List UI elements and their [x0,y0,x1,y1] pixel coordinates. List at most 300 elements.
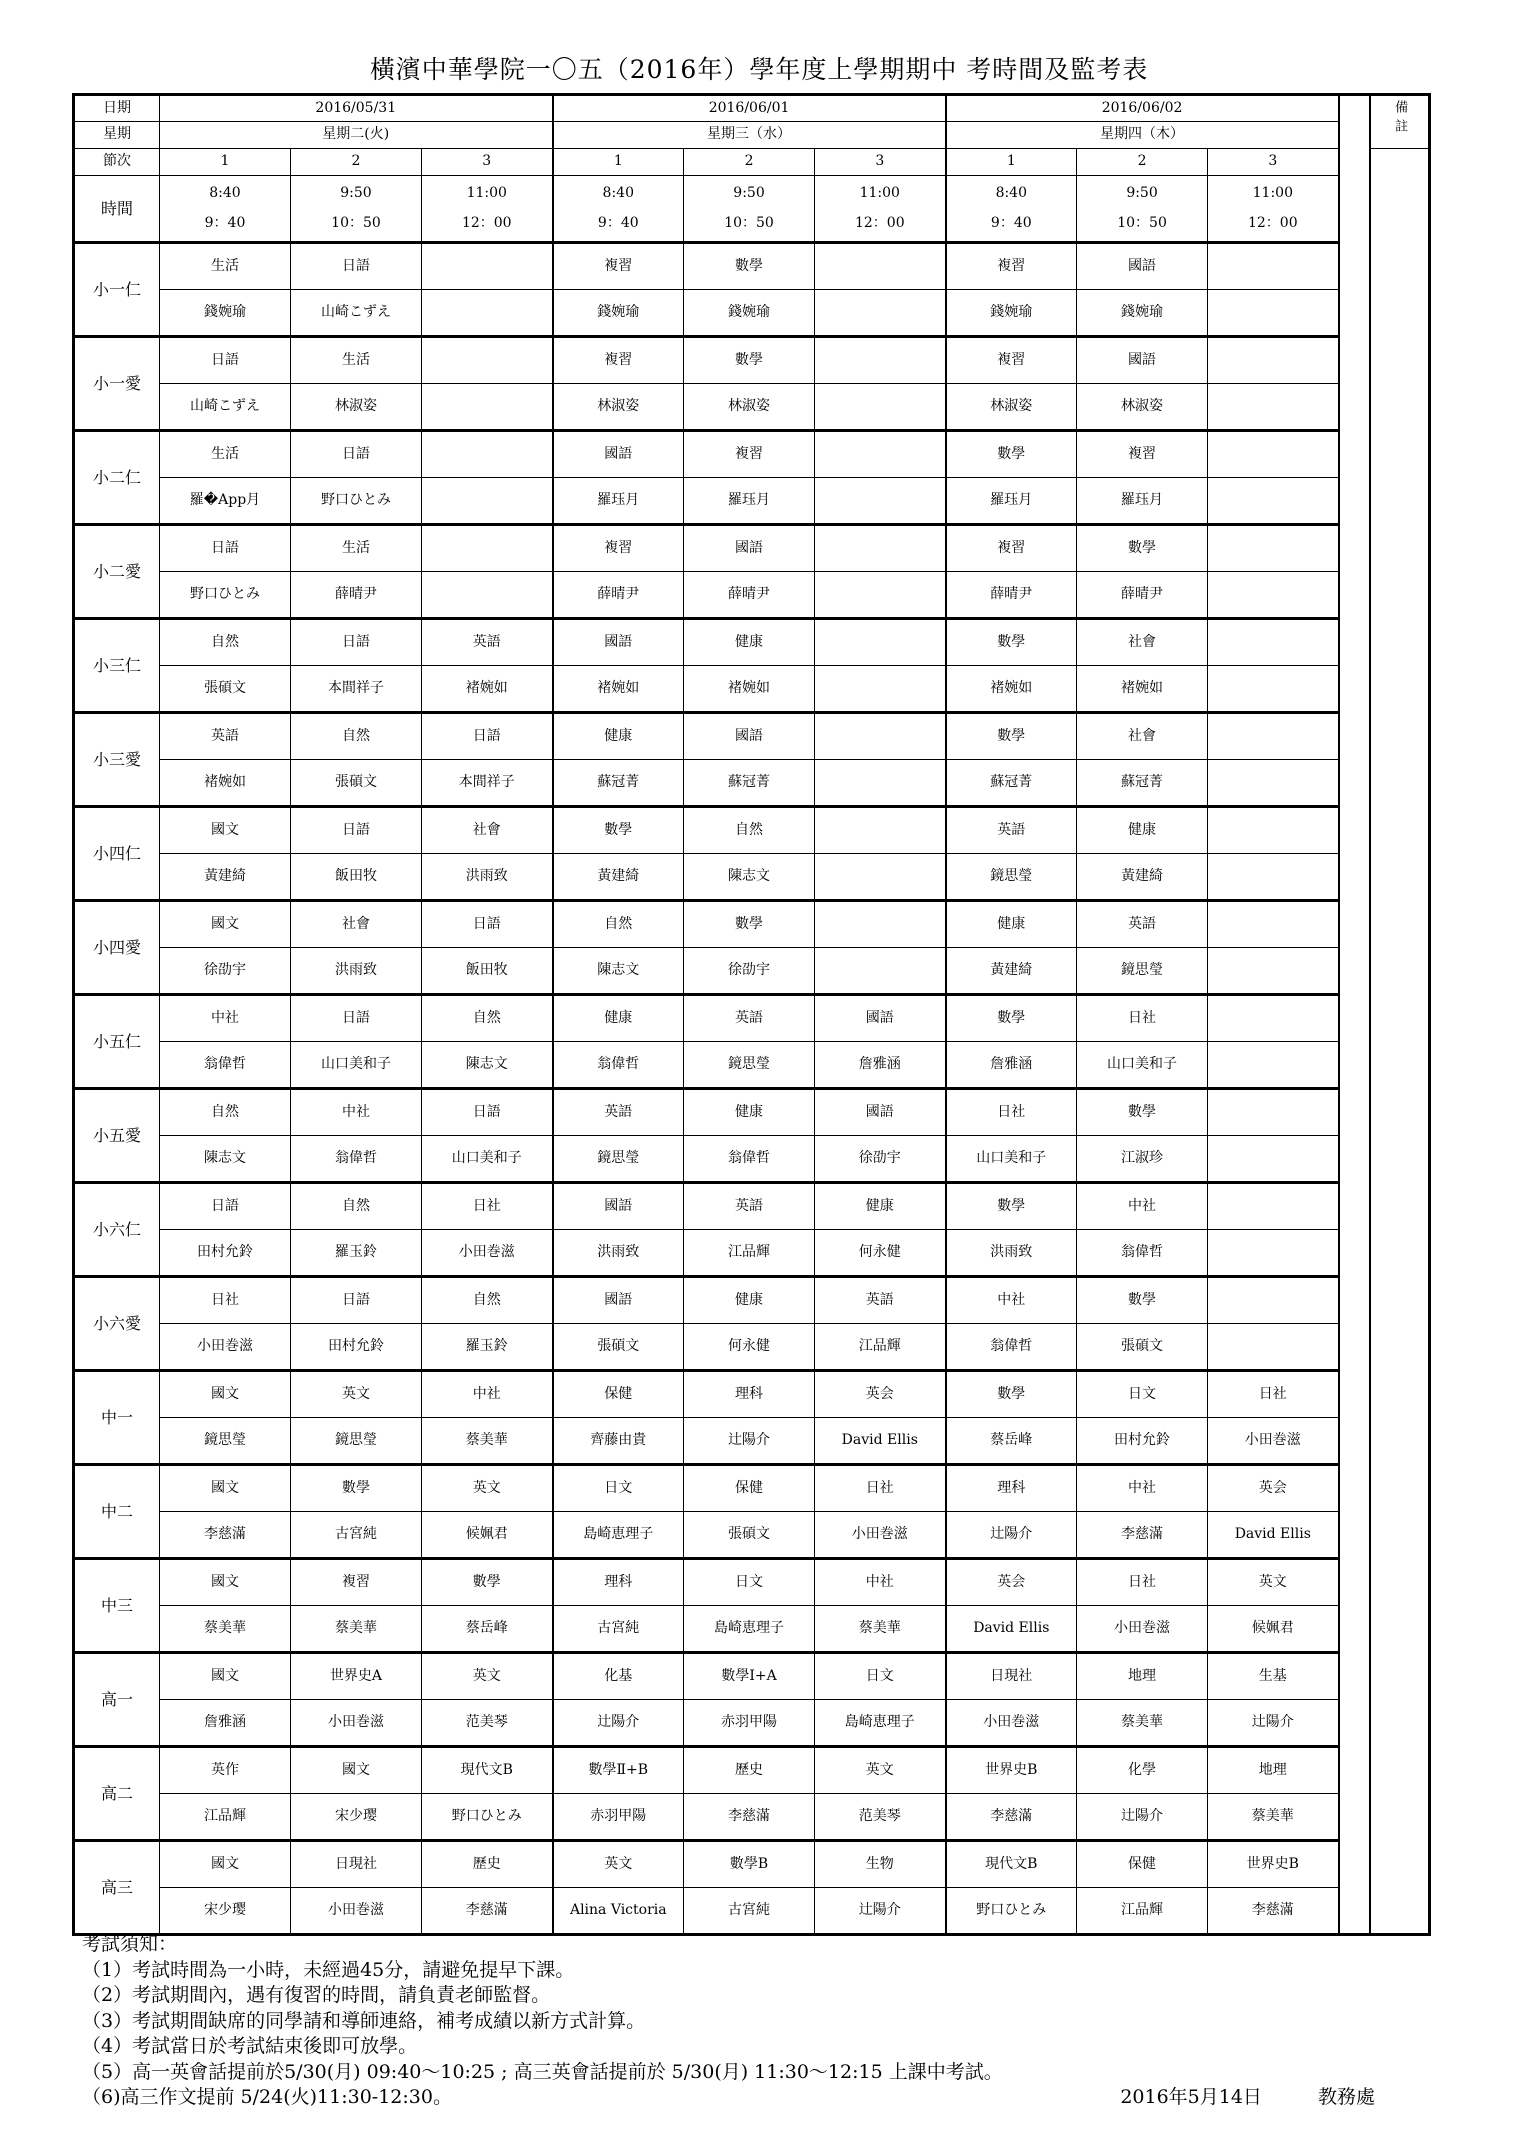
exam-proctor: 蔡岳峰 [422,1606,553,1653]
exam-subject: 數學 [553,807,684,854]
exam-proctor: 錢婉瑜 [553,290,684,337]
exam-proctor: 李慈滿 [1077,1512,1208,1559]
exam-subject: 日語 [160,525,291,572]
class-subject-row [74,431,1430,478]
exam-subject: 保健 [553,1371,684,1418]
exam-proctor: 錢婉瑜 [684,290,815,337]
exam-proctor: 羅�App月 [160,478,291,525]
exam-subject: 國語 [1077,243,1208,290]
class-name: 小二愛 [74,525,160,619]
exam-subject: 日社 [422,1183,553,1230]
exam-subject [815,431,946,478]
class-name: 小三仁 [74,619,160,713]
class-name: 中一 [74,1371,160,1465]
class-name: 小一愛 [74,337,160,431]
exam-subject: 國文 [291,1747,422,1794]
exam-subject: 複習 [946,337,1077,384]
exam-proctor: 李慈滿 [422,1888,553,1935]
exam-subject: 數學 [946,1183,1077,1230]
class-proctor-row [74,290,1430,337]
exam-proctor: 李慈滿 [1208,1888,1339,1935]
exam-proctor: 江品輝 [160,1794,291,1841]
exam-subject: 數學 [422,1559,553,1606]
exam-proctor: 鏡思瑩 [291,1418,422,1465]
period-label: 節次 [74,149,160,176]
exam-proctor [422,290,553,337]
class-subject-row [74,901,1430,948]
notes-signature [1070,2085,1375,2111]
exam-proctor [815,384,946,431]
exam-subject: 日語 [291,431,422,478]
class-name: 高三 [74,1841,160,1935]
exam-subject: 複習 [946,525,1077,572]
exam-proctor: 辻陽介 [815,1888,946,1935]
exam-subject: 健康 [684,619,815,666]
exam-subject: 自然 [422,995,553,1042]
exam-proctor: 陳志文 [160,1136,291,1183]
exam-subject [1208,807,1339,854]
exam-proctor: 鏡思瑩 [946,854,1077,901]
class-proctor-row [74,948,1430,995]
exam-proctor: 羅珏月 [946,478,1077,525]
exam-subject: 理科 [946,1465,1077,1512]
exam-proctor [1208,1324,1339,1371]
class-name: 中二 [74,1465,160,1559]
exam-proctor: 張碩文 [1077,1324,1208,1371]
exam-subject: 健康 [1077,807,1208,854]
exam-subject: 日語 [291,1277,422,1324]
exam-proctor: David Ellis [1208,1512,1339,1559]
exam-subject: 英文 [1208,1559,1339,1606]
exam-proctor: 張碩文 [160,666,291,713]
exam-proctor: 張碩文 [684,1512,815,1559]
exam-proctor: 宋少璎 [160,1888,291,1935]
exam-subject: 自然 [160,1089,291,1136]
exam-subject: 日社 [1077,1559,1208,1606]
exam-subject: 中社 [1077,1465,1208,1512]
exam-subject: 日現社 [291,1841,422,1888]
exam-proctor: 小田巻滋 [815,1512,946,1559]
time-slot [1208,176,1339,243]
exam-proctor: 林淑姿 [1077,384,1208,431]
exam-proctor [815,760,946,807]
time-slot [553,176,684,243]
exam-schedule-table [72,93,1431,1936]
exam-subject: 自然 [553,901,684,948]
remark-label: 備註 [1392,99,1408,138]
exam-proctor: 島崎恵理子 [684,1606,815,1653]
class-name: 小六仁 [74,1183,160,1277]
exam-proctor: 徐劭宇 [815,1136,946,1183]
exam-subject: 國文 [160,1465,291,1512]
class-proctor-row [74,1888,1430,1935]
exam-subject: 數學 [946,619,1077,666]
exam-subject: 英作 [160,1747,291,1794]
exam-proctor: 蘇冠菁 [684,760,815,807]
remark-header [1370,95,1430,149]
exam-subject [1208,901,1339,948]
class-name: 高二 [74,1747,160,1841]
date-row [74,95,1430,122]
exam-subject: 歷史 [684,1747,815,1794]
exam-proctor: 蔡岳峰 [946,1418,1077,1465]
exam-subject: 國語 [553,1277,684,1324]
class-name: 小一仁 [74,243,160,337]
exam-subject: 國文 [160,807,291,854]
exam-proctor: 錢婉瑜 [160,290,291,337]
exam-subject: 中社 [291,1089,422,1136]
exam-subject: 數學Ⅰ+A [684,1653,815,1700]
exam-subject: 生活 [160,243,291,290]
exam-subject: 英語 [684,1183,815,1230]
time-slot [946,176,1077,243]
time-end: 10：50 [331,214,381,231]
exam-proctor: Alina Victoria [553,1888,684,1935]
exam-proctor: 黃建綺 [160,854,291,901]
exam-proctor: 小田巻滋 [291,1700,422,1747]
exam-subject: 自然 [422,1277,553,1324]
exam-proctor: 山口美和子 [1077,1042,1208,1089]
exam-subject [1208,431,1339,478]
exam-subject: 社會 [291,901,422,948]
class-subject-row [74,1747,1430,1794]
exam-proctor: 薛晴尹 [291,572,422,619]
exam-proctor: 辻陽介 [684,1418,815,1465]
exam-subject: 數學 [1077,1277,1208,1324]
exam-proctor: 小田巻滋 [1208,1418,1339,1465]
exam-proctor: 陳志文 [684,854,815,901]
remark-cell [1370,149,1430,1935]
class-subject-row [74,243,1430,290]
class-name: 小四仁 [74,807,160,901]
class-proctor-row [74,1136,1430,1183]
time-start: 9:50 [733,185,765,202]
exam-proctor: 本間祥子 [422,760,553,807]
exam-proctor: 陳志文 [553,948,684,995]
period-number: 1 [160,149,291,176]
exam-subject: 國語 [553,619,684,666]
exam-subject: 數學 [1077,1089,1208,1136]
exam-subject: 英文 [553,1841,684,1888]
exam-subject [1208,243,1339,290]
exam-subject: 英文 [422,1653,553,1700]
day-weekday: 星期四（木） [946,122,1339,149]
exam-subject: 健康 [946,901,1077,948]
class-subject-row [74,1653,1430,1700]
exam-proctor: 張碩文 [291,760,422,807]
exam-subject: 英語 [815,1277,946,1324]
exam-subject: 複習 [1077,431,1208,478]
notes-item: （3）考試期間缺席的同學請和導師連絡，補考成績以新方式計算。 [82,2009,646,2032]
exam-proctor: 李慈滿 [160,1512,291,1559]
day-weekday: 星期二(火) [160,122,553,149]
class-name: 高一 [74,1653,160,1747]
exam-subject: 日社 [815,1465,946,1512]
exam-proctor: 羅玉鈴 [422,1324,553,1371]
exam-subject: 自然 [684,807,815,854]
time-start: 8:40 [602,185,634,202]
exam-proctor: 辻陽介 [553,1700,684,1747]
exam-proctor: 黃建綺 [1077,854,1208,901]
exam-subject: 日文 [1077,1371,1208,1418]
exam-subject: 生基 [1208,1653,1339,1700]
exam-subject [422,525,553,572]
exam-proctor: 江品輝 [684,1230,815,1277]
period-number: 2 [291,149,422,176]
exam-subject [1208,1183,1339,1230]
exam-subject: 數學 [946,431,1077,478]
class-subject-row [74,995,1430,1042]
time-end: 12：00 [854,214,905,231]
exam-proctor: 林淑姿 [946,384,1077,431]
exam-subject: 中社 [946,1277,1077,1324]
exam-proctor: 洪雨致 [946,1230,1077,1277]
exam-proctor: 山口美和子 [946,1136,1077,1183]
exam-proctor: 洪雨致 [291,948,422,995]
exam-proctor [1208,1136,1339,1183]
exam-subject: 健康 [684,1277,815,1324]
class-proctor-row [74,478,1430,525]
exam-subject: 社會 [1077,619,1208,666]
exam-proctor: 江品輝 [815,1324,946,1371]
exam-subject: 歷史 [422,1841,553,1888]
time-start: 9:50 [1126,185,1158,202]
exam-subject: 英語 [1077,901,1208,948]
exam-proctor: 蘇冠菁 [946,760,1077,807]
exam-proctor: 辻陽介 [946,1512,1077,1559]
time-end: 10：50 [724,214,774,231]
exam-proctor: 山崎こずえ [160,384,291,431]
exam-subject: 國文 [160,1653,291,1700]
exam-proctor: 翁偉哲 [160,1042,291,1089]
time-end: 12：00 [461,214,512,231]
time-start: 11:00 [1252,185,1293,202]
exam-proctor: 徐劭宇 [160,948,291,995]
exam-proctor: 錢婉瑜 [1077,290,1208,337]
period-number: 3 [1208,149,1339,176]
exam-subject: 國語 [684,713,815,760]
class-name: 小三愛 [74,713,160,807]
exam-subject: 英会 [1208,1465,1339,1512]
exam-proctor: 山崎こずえ [291,290,422,337]
exam-subject: 英語 [160,713,291,760]
exam-proctor [1208,854,1339,901]
period-number: 1 [553,149,684,176]
exam-proctor: 蘇冠菁 [553,760,684,807]
exam-proctor: 林淑姿 [553,384,684,431]
class-name: 中三 [74,1559,160,1653]
exam-proctor: 何永健 [815,1230,946,1277]
class-subject-row [74,1277,1430,1324]
exam-proctor: 蔡美華 [291,1606,422,1653]
exam-subject: 化基 [553,1653,684,1700]
class-subject-row [74,1559,1430,1606]
exam-subject: 複習 [946,243,1077,290]
exam-proctor: 羅珏月 [553,478,684,525]
exam-proctor: 鏡思瑩 [684,1042,815,1089]
exam-subject: 地理 [1208,1747,1339,1794]
time-slot [422,176,553,243]
exam-subject: 英文 [291,1371,422,1418]
exam-subject [815,525,946,572]
class-proctor-row [74,384,1430,431]
exam-subject: 複習 [291,1559,422,1606]
exam-proctor: 陳志文 [422,1042,553,1089]
exam-proctor: 野口ひとみ [160,572,291,619]
exam-proctor [1208,384,1339,431]
exam-subject [422,243,553,290]
exam-proctor: 島崎恵理子 [815,1700,946,1747]
exam-proctor: 赤羽甲陽 [553,1794,684,1841]
exam-subject [1208,525,1339,572]
exam-subject: 生活 [291,525,422,572]
exam-proctor: 蔡美華 [422,1418,553,1465]
exam-subject: 日社 [1208,1371,1339,1418]
class-subject-row [74,1183,1430,1230]
exam-proctor: 范美琴 [815,1794,946,1841]
class-proctor-row [74,1606,1430,1653]
exam-proctor [815,478,946,525]
exam-subject: 數學 [1077,525,1208,572]
exam-subject: 數學 [946,995,1077,1042]
exam-subject: 複習 [684,431,815,478]
exam-proctor: 薛晴尹 [553,572,684,619]
exam-proctor: 辻陽介 [1208,1700,1339,1747]
exam-subject: 數學 [946,1371,1077,1418]
class-subject-row [74,1089,1430,1136]
exam-subject: 社會 [1077,713,1208,760]
class-name: 小二仁 [74,431,160,525]
exam-proctor: 小田巻滋 [160,1324,291,1371]
exam-subject: 中社 [160,995,291,1042]
exam-subject: 理科 [553,1559,684,1606]
exam-proctor: 林淑姿 [291,384,422,431]
exam-proctor: 蔡美華 [1208,1794,1339,1841]
exam-subject [815,713,946,760]
exam-subject [815,337,946,384]
exam-proctor: 何永健 [684,1324,815,1371]
exam-subject: 現代文B [422,1747,553,1794]
notes-office: 教務處 [1317,2086,1375,2108]
exam-subject: 自然 [160,619,291,666]
exam-proctor: 野口ひとみ [422,1794,553,1841]
exam-proctor: 詹雅涵 [815,1042,946,1089]
exam-proctor: 宋少璎 [291,1794,422,1841]
time-row [74,176,1430,243]
exam-proctor: 翁偉哲 [684,1136,815,1183]
exam-subject: 保健 [684,1465,815,1512]
spacer-column [1339,95,1370,1935]
exam-proctor: 田村允鈴 [160,1230,291,1277]
exam-proctor [422,572,553,619]
exam-proctor: 江淑珍 [1077,1136,1208,1183]
time-slot [815,176,946,243]
exam-subject: 日社 [1077,995,1208,1042]
exam-subject: 化學 [1077,1747,1208,1794]
exam-proctor: 田村允鈴 [291,1324,422,1371]
class-proctor-row [74,1324,1430,1371]
exam-proctor [1208,1042,1339,1089]
exam-proctor: 薛晴尹 [1077,572,1208,619]
time-start: 11:00 [466,185,507,202]
time-end: 10：50 [1117,214,1167,231]
exam-subject: 英文 [815,1747,946,1794]
exam-subject [815,619,946,666]
exam-subject: 複習 [553,525,684,572]
exam-proctor: 徐劭宇 [684,948,815,995]
exam-proctor [815,666,946,713]
exam-subject: 複習 [553,243,684,290]
exam-proctor: 詹雅涵 [946,1042,1077,1089]
exam-subject [1208,713,1339,760]
notes-item: （5）高一英會話提前於5/30(月) 09:40～10:25 ; 高三英會話提前於 5/30(月) 11:30～12:15 上課中考試。 [82,2060,1003,2083]
exam-subject: 日文 [553,1465,684,1512]
exam-proctor: 赤羽甲陽 [684,1700,815,1747]
exam-proctor: David Ellis [815,1418,946,1465]
exam-subject: 國語 [553,1183,684,1230]
time-start: 11:00 [859,185,900,202]
exam-subject [1208,1277,1339,1324]
exam-proctor: 羅珏月 [1077,478,1208,525]
period-number: 3 [815,149,946,176]
exam-proctor: 候姵君 [422,1512,553,1559]
exam-proctor: 江品輝 [1077,1888,1208,1935]
exam-proctor [815,854,946,901]
page-title: 橫濱中華學院一〇五（2016年）學年度上學期期中 考時間及監考表 [369,55,1149,84]
class-proctor-row [74,1512,1430,1559]
exam-subject: 國文 [160,1371,291,1418]
exam-subject: 英会 [946,1559,1077,1606]
exam-proctor: 野口ひとみ [946,1888,1077,1935]
exam-proctor: 錢婉瑜 [946,290,1077,337]
exam-subject: 日語 [291,995,422,1042]
exam-subject: 日語 [422,901,553,948]
exam-proctor [1208,666,1339,713]
exam-subject: 中社 [815,1559,946,1606]
exam-subject: 理科 [684,1371,815,1418]
exam-subject: 國語 [553,431,684,478]
day-date: 2016/05/31 [160,95,553,122]
exam-subject: 日語 [422,713,553,760]
exam-subject: 國語 [1077,337,1208,384]
class-proctor-row [74,854,1430,901]
exam-subject: 日文 [815,1653,946,1700]
exam-subject: 英文 [422,1465,553,1512]
exam-subject: 國文 [160,1841,291,1888]
time-start: 8:40 [995,185,1028,202]
exam-subject [422,337,553,384]
exam-subject: 數學 [291,1465,422,1512]
exam-proctor: 山口美和子 [291,1042,422,1089]
exam-subject: 自然 [291,1183,422,1230]
exam-subject: 日語 [291,243,422,290]
exam-subject [1208,619,1339,666]
exam-proctor: 翁偉哲 [946,1324,1077,1371]
exam-subject [815,807,946,854]
exam-proctor [815,572,946,619]
exam-subject: 地理 [1077,1653,1208,1700]
class-subject-row [74,337,1430,384]
time-start: 9:50 [340,185,372,202]
exam-proctor [1208,478,1339,525]
exam-proctor: 褚婉如 [684,666,815,713]
exam-proctor: 黃建綺 [946,948,1077,995]
exam-proctor [815,948,946,995]
exam-proctor: 候姵君 [1208,1606,1339,1653]
exam-proctor: 飯田牧 [422,948,553,995]
exam-subject: 日社 [160,1277,291,1324]
notes-item: （6)高三作文提前 5/24(火)11:30-12:30。 [82,2086,452,2108]
